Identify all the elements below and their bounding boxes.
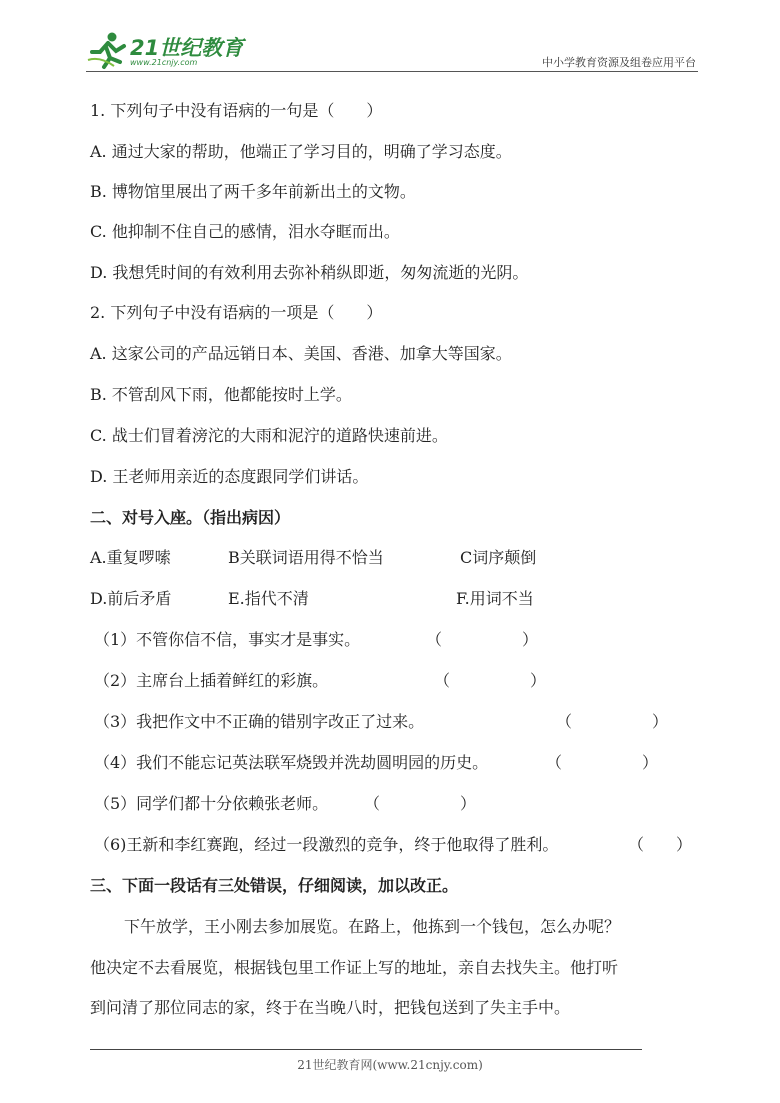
passage-line-2: 他决定不去看展览，根据钱包里工作证上写的地址，亲自去找失主。他打听 <box>90 958 619 977</box>
footer-divider <box>90 1049 642 1050</box>
item-5-answer-blank[interactable]: （ ） <box>364 794 477 813</box>
item-3-text: （3）我把作文中不正确的错别字改正了过来。 <box>94 712 425 731</box>
option-a: A.重复啰嗦 <box>90 548 171 567</box>
passage-line-1: 下午放学，王小刚去参加展览。在路上，他拣到一个钱包，怎么办呢？ <box>124 917 621 936</box>
option-c: C词序颠倒 <box>460 548 537 567</box>
item-6-answer-blank[interactable]: （ ） <box>628 835 693 854</box>
item-1-text: （1）不管你信不信，事实才是事实。 <box>94 630 361 649</box>
q1-stem: 1. 下列句子中没有语病的一句是（ ） <box>90 101 383 120</box>
page-footer: 21世纪教育网(www.21cnjy.com) <box>297 1058 483 1072</box>
item-3-answer-blank[interactable]: （ ） <box>556 712 669 731</box>
item-4-answer-blank[interactable]: （ ） <box>546 753 659 772</box>
option-f: F.用词不当 <box>456 589 534 608</box>
item-6-text: （6)王新和李红赛跑，经过一段激烈的竞争，终于他取得了胜利。 <box>94 835 559 854</box>
option-e: E.指代不清 <box>228 589 309 608</box>
item-4-text: （4）我们不能忘记英法联军烧毁并洗劫圆明园的历史。 <box>94 753 489 772</box>
section3-title: 三、下面一段话有三处错误，仔细阅读，加以改正。 <box>90 876 459 895</box>
option-b: B关联词语用得不恰当 <box>228 548 384 567</box>
item-1-answer-blank[interactable]: （ ） <box>426 630 539 649</box>
q2-option-c: C. 战士们冒着滂沱的大雨和泥泞的道路快速前进。 <box>90 426 448 445</box>
q2-stem: 2. 下列句子中没有语病的一项是（ ） <box>90 303 383 322</box>
page-header <box>86 28 696 74</box>
q1-option-a: A. 通过大家的帮助，他端正了学习目的，明确了学习态度。 <box>90 142 512 161</box>
q1-option-b: B. 博物馆里展出了两千多年前新出土的文物。 <box>90 182 416 201</box>
passage-line-3: 到问清了那位同志的家，终于在当晚八时，把钱包送到了失主手中。 <box>90 998 571 1017</box>
item-5-text: （5）同学们都十分依赖张老师。 <box>94 794 329 813</box>
q2-option-b: B. 不管刮风下雨，他都能按时上学。 <box>90 385 352 404</box>
q2-option-d: D. 王老师用亲近的态度跟同学们讲话。 <box>90 467 369 486</box>
platform-label: 中小学教育资源及组卷应用平台 <box>542 56 696 69</box>
runner-logo-icon <box>86 30 130 70</box>
q2-option-a: A. 这家公司的产品远销日本、美国、香港、加拿大等国家。 <box>90 344 512 363</box>
logo <box>86 28 266 74</box>
q1-option-c: C. 他抑制不住自己的感情，泪水夺眶而出。 <box>90 222 400 241</box>
logo-brand: 21世纪教育 <box>130 36 244 60</box>
option-d: D.前后矛盾 <box>90 589 172 608</box>
logo-url: www.21cnjy.com <box>130 58 198 67</box>
header-divider <box>86 71 698 72</box>
item-2-answer-blank[interactable]: （ ） <box>434 671 547 690</box>
section2-title: 二、对号入座。（指出病因） <box>90 508 291 527</box>
item-2-text: （2）主席台上插着鲜红的彩旗。 <box>94 671 329 690</box>
q1-option-d: D. 我想凭时间的有效利用去弥补稍纵即逝，匆匆流逝的光阴。 <box>90 263 529 282</box>
